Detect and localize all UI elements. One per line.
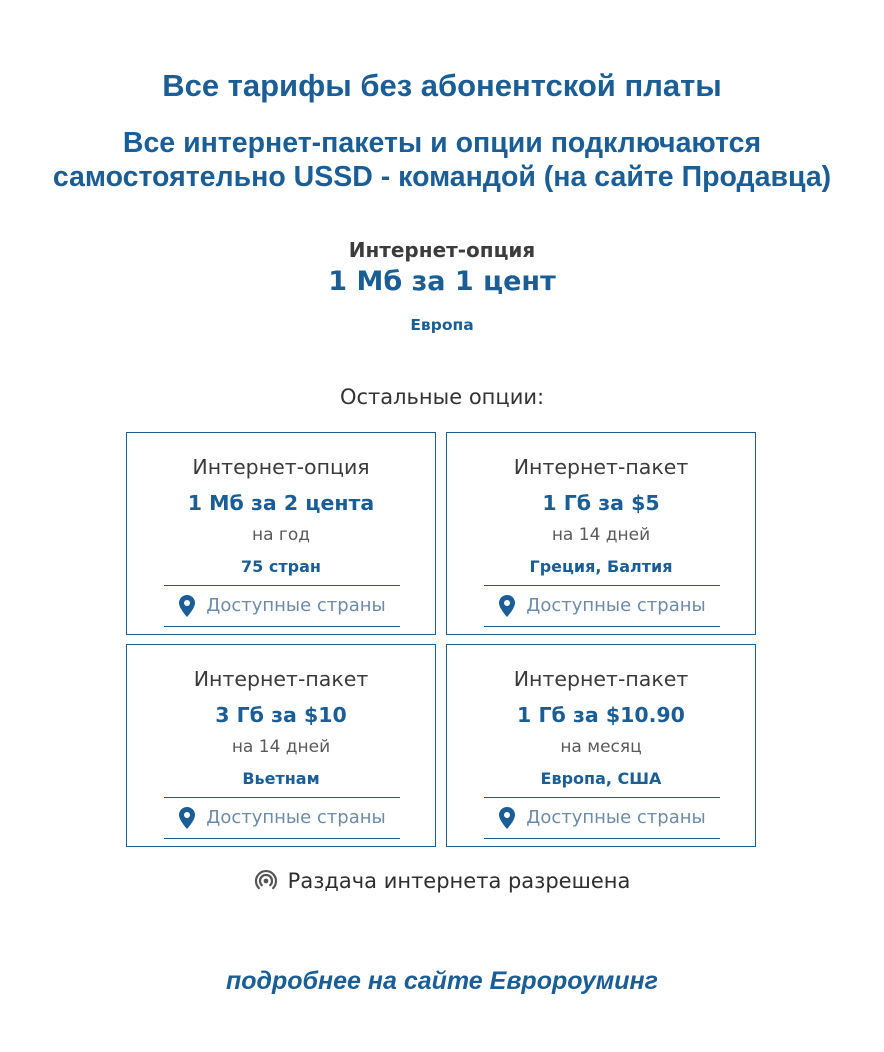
available-countries-link[interactable] <box>484 797 720 839</box>
option-card-region: Вьетнам <box>242 769 320 788</box>
available-countries-link[interactable] <box>164 797 400 839</box>
option-card-price: 1 Мб за 2 цента <box>187 491 375 515</box>
option-card <box>126 644 436 847</box>
available-countries-link[interactable] <box>164 585 400 627</box>
option-card-price: 3 Гб за $10 <box>215 703 347 727</box>
option-card-region: 75 стран <box>241 557 321 576</box>
available-countries-label: Доступные страны <box>206 595 386 616</box>
option-card-period: на год <box>251 525 311 545</box>
available-countries-link[interactable] <box>484 585 720 627</box>
option-card-title: Интернет-пакет <box>513 667 689 691</box>
option-card-title: Интернет-пакет <box>513 455 689 479</box>
option-card-period: на месяц <box>560 737 642 757</box>
subtitle-line-2: самостоятельно USSD - командой (на сайте Продавца) <box>52 161 832 193</box>
page-title: Все тарифы без абонентской платы <box>162 68 722 103</box>
featured-option-price: 1 Мб за 1 цент <box>328 266 556 297</box>
option-card-period: на 14 дней <box>551 525 651 545</box>
tethering-label: Раздача интернета разрешена <box>287 869 631 893</box>
available-countries-label: Доступные страны <box>206 807 386 828</box>
subtitle-line-1: Все интернет-пакеты и опции подключаются <box>122 127 762 159</box>
available-countries-label: Доступные страны <box>526 807 706 828</box>
option-card-price: 1 Гб за $5 <box>542 491 660 515</box>
option-card-price: 1 Гб за $10.90 <box>517 703 685 727</box>
location-pin-icon <box>498 807 516 829</box>
option-card-region: Европа, США <box>540 769 662 788</box>
other-options-heading: Остальные опции: <box>339 385 545 409</box>
option-card <box>446 644 756 847</box>
option-card-period: на 14 дней <box>231 737 331 757</box>
hotspot-icon <box>254 869 278 893</box>
featured-option-title: Интернет-опция <box>348 238 536 262</box>
option-card <box>446 432 756 635</box>
location-pin-icon <box>498 595 516 617</box>
tethering-note <box>0 866 884 896</box>
option-card-title: Интернет-опция <box>192 455 370 479</box>
option-card-region: Греция, Балтия <box>529 557 673 576</box>
location-pin-icon <box>178 807 196 829</box>
more-info-link[interactable]: подробнее на сайте Евророуминг <box>226 967 658 995</box>
featured-option <box>0 236 884 336</box>
featured-option-region: Европа <box>410 316 474 334</box>
available-countries-label: Доступные страны <box>526 595 706 616</box>
option-card-title: Интернет-пакет <box>193 667 369 691</box>
option-card <box>126 432 436 635</box>
location-pin-icon <box>178 595 196 617</box>
page-subtitle <box>0 126 884 194</box>
